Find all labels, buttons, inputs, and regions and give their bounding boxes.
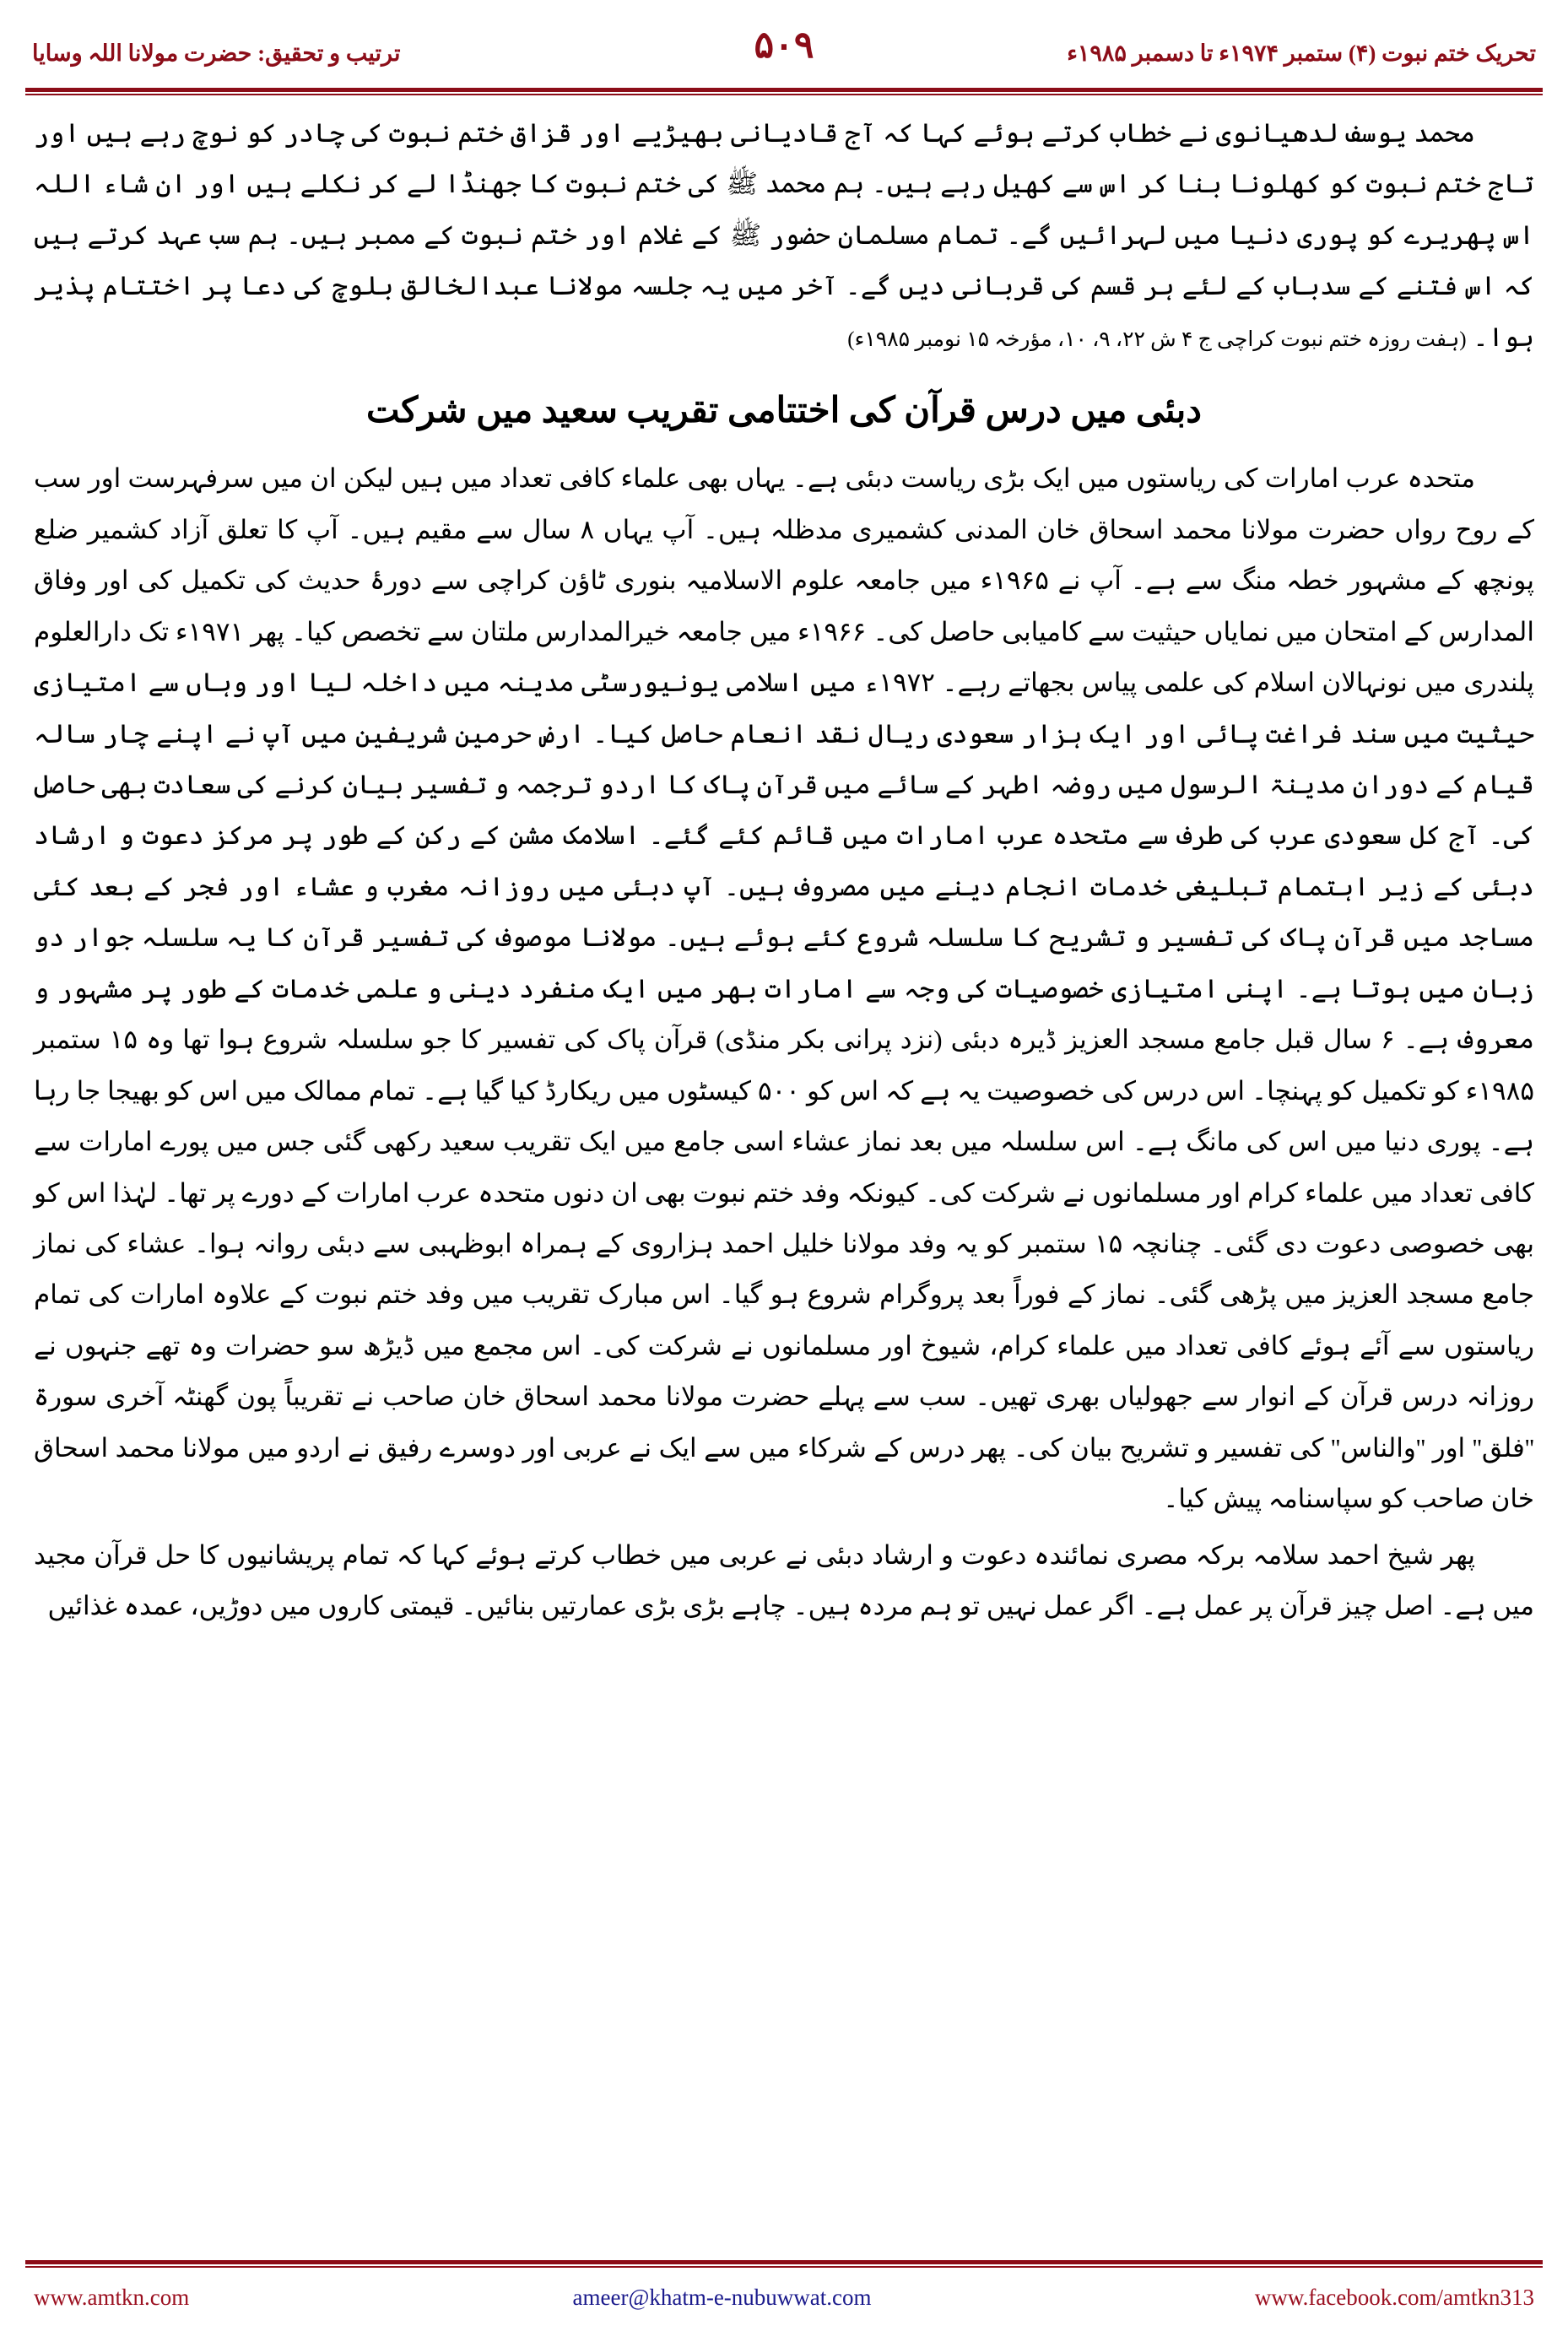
header-divider <box>25 88 1543 92</box>
paragraph-2: متحدہ عرب امارات کی ریاستوں میں ایک بڑی ریاست دبئی ہے۔ یہاں بھی علماء کافی تعداد میں ہیں لیکن ان میں سرفہرست اور سب کے روح رواں حضرت مولانا محمد اسحاق خان المدنی کشمیری مدظلہ ہیں۔ آپ یہاں ۸ سال سے مقیم ہیں۔ آپ کا تعلق آزاد کشمیر ضلع پونچھ کے مشہور خطہ منگ سے ہے۔ آپ نے ۱۹۶۵ء میں جامعہ علوم الاسلامیہ بنوری ٹاؤن کراچی سے دورۂ حدیث کی تکمیل کی اور وفاق المدارس کے امتحان میں نمایاں حیثیت سے کامیابی حاصل کی۔ ۱۹۶۶ء میں جامعہ خیرالمدارس ملتان سے تخصص کیا۔ پھر ۱۹۷۱ء تک دارالعلوم پلندری میں نونہالان اسلام کی علمی پیاس بجھاتے رہے۔ ۱۹۷۲ء میں اسلامی یونیورسٹی مدینہ میں داخلہ لیا اور وہاں سے امتیازی حیثیت میں سند فراغت پائی اور ایک ہزار سعودی ریال نقد انعام حاصل کیا۔ ارض حرمین شریفین میں آپ نے اپنے چار سالہ قیام کے دوران مدینۃ الرسول میں روضہ اطہر کے سائے میں قرآن پاک کا اردو ترجمہ و تفسیر بیان کرنے کی سعادت بھی حاصل کی۔ آج کل سعودی عرب کی طرف سے متحدہ عرب امارات میں قائم کئے گئے۔ اسلامک مشن کے رکن کے طور پر مرکز دعوت و ارشاد دبئی کے زیر اہتمام تبلیغی خدمات انجام دینے میں مصروف ہیں۔ آپ دبئی میں روزانہ مغرب و عشاء اور فجر کے بعد کئی مساجد میں قرآن پاک کی تفسیر و تشریح کا سلسلہ شروع کئے ہوئے ہیں۔ مولانا موصوف کی تفسیر قرآن کا یہ سلسلہ جوار دو زبان میں ہوتا ہے۔ اپنی امتیازی خصوصیات کی وجہ سے امارات بھر میں ایک منفرد دینی و علمی خدمات کے طور پر مشہور و معروف ہے۔ ۶ سال قبل جامع مسجد العزیز ڈیرہ دبئی (نزد پرانی بکر منڈی) قرآن پاک کی تفسیر کا جو سلسلہ شروع ہوا تھا وہ ۱۵ ستمبر ۱۹۸۵ء کو تکمیل کو پہنچا۔ اس درس کی خصوصیت یہ ہے کہ اس کو ۵۰۰ کیسٹوں میں ریکارڈ کیا گیا ہے۔ تمام ممالک میں اس کو بھیجا جا رہا ہے۔ پوری دنیا میں اس کی مانگ ہے۔ اس سلسلہ میں بعد نماز عشاء اسی جامع میں ایک تقریب سعید رکھی گئی جس میں پورے امارات سے کافی تعداد میں علماء کرام اور مسلمانوں نے شرکت کی۔ کیونکہ وفد ختم نبوت بھی ان دنوں متحدہ عرب امارات کے دورے پر تھا۔ لہٰذا اس کو بھی خصوصی دعوت دی گئی۔ چنانچہ ۱۵ ستمبر کو یہ وفد مولانا خلیل احمد ہزاروی کے ہمراہ ابوظہبی سے دبئی روانہ ہوا۔ عشاء کی نماز جامع مسجد العزیز میں پڑھی گئی۔ نماز کے فوراً بعد پروگرام شروع ہو گیا۔ اس مبارک تقریب میں وفد ختم نبوت کے علاوہ امارات کی تمام ریاستوں سے آئے ہوئے کافی تعداد میں علماء کرام، شیوخ اور مسلمانوں نے شرکت کی۔ اس مجمع میں ڈیڑھ سو حضرات وہ تھے جنہوں نے روزانہ درس قرآن کے انوار سے جھولیاں بھری تھیں۔ سب سے پہلے حضرت مولانا محمد اسحاق خان صاحب نے تقریباً پون گھنٹہ آخری سورۃ ''فلق'' اور ''والناس'' کی تفسیر و تشریح بیان کی۔ پھر درس کے شرکاء میں سے ایک نے عربی اور دوسرے رفیق نے اردو میں مولانا محمد اسحاق خان صاحب کو سپاسنامہ پیش کیا۔ <box>34 463 1535 1514</box>
footer-facebook-link[interactable]: www.facebook.com/amtkn313 <box>1254 2284 1534 2310</box>
paragraph-1 <box>34 108 1534 363</box>
page-header <box>0 24 1568 83</box>
page-number: ۵۰۹ <box>754 24 814 66</box>
section-heading: دبئی میں درس قرآن کی اختتامی تقریب سعید میں شرکت <box>366 392 1202 431</box>
footer-email-link[interactable]: ameer@khatm-e-nubuwwat.com <box>572 2284 872 2310</box>
header-book-title: تحریک ختم نبوت (۴) ستمبر ۱۹۷۴ء تا دسمبر ۱۹۸۵ء <box>1067 40 1536 66</box>
footer-divider <box>25 2260 1543 2264</box>
paragraph-1-text: محمد یوسف لدھیانوی نے خطاب کرتے ہوئے کہا کہ آج قادیانی بھیڑیے اور قزاق ختم نبوت کی چادر کو نوچ رہے ہیں اور تاج ختم نبوت کو کھلونا بنا کر اس سے کھیل رہے ہیں۔ ہم محمد ﷺ کی ختم نبوت کا جھنڈا لے کر نکلے ہیں اور ان شاء اللہ اس پھریرے کو پوری دنیا میں لہرائیں گے۔ تمام مسلمان حضور ﷺ کے غلام اور ختم نبوت کے ممبر ہیں۔ ہم سب عہد کرتے ہیں کہ اس فتنے کے سدباب کے لئے ہر قسم کی قربانی دیں گے۔ آخر میں یہ جلسہ مولانا عبدالخالق بلوچ کی دعا پر اختتام پذیر ہوا۔ <box>34 118 1535 352</box>
paragraph-1-reference: (ہفت روزہ ختم نبوت کراچی ج ۴ ش ۲۲، ۹، ۱۰، مؤرخہ ۱۵ نومبر ۱۹۸۵ء) <box>847 327 1467 351</box>
page-footer <box>34 2276 1534 2318</box>
header-editor-credit: ترتیب و تحقیق: حضرت مولانا اللہ وسایا <box>32 40 401 66</box>
paragraph-3: پھر شیخ احمد سلامہ برکہ مصری نمائندہ دعوت و ارشاد دبئی نے عربی میں خطاب کرتے ہوئے کہا کہ تمام پریشانیوں کا حل قرآن مجید میں ہے۔ اصل چیز قرآن پر عمل ہے۔ اگر عمل نہیں تو ہم مردہ ہیں۔ چاہے بڑی بڑی عمارتیں بنائیں۔ قیمتی کاروں میں دوڑیں، عمدہ غذائیں <box>34 1539 1534 1620</box>
footer-website-link[interactable]: www.amtkn.com <box>34 2284 190 2310</box>
page-content <box>34 108 1534 2224</box>
